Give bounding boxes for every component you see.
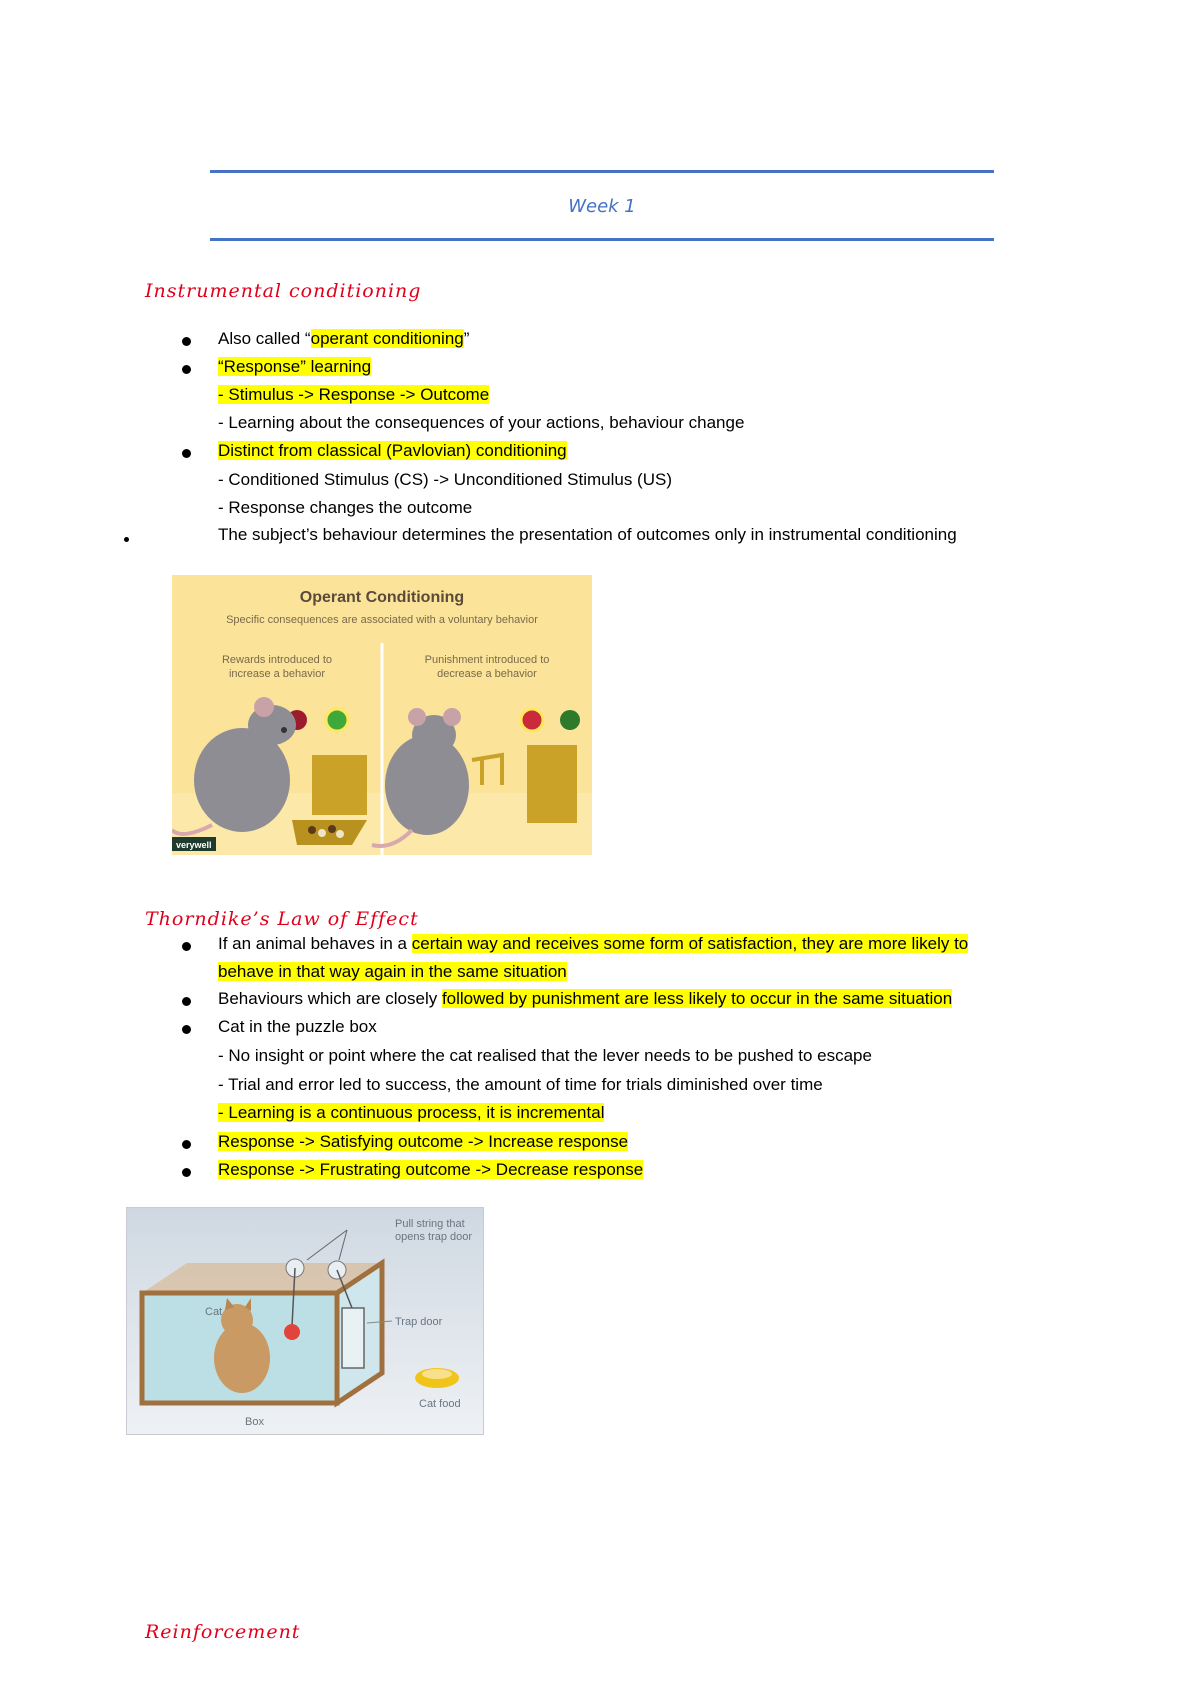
section-heading-thorndike: Thorndike’s Law of Effect bbox=[145, 908, 419, 930]
right-caption-2: decrease a behavior bbox=[437, 668, 537, 680]
list-item: The subject’s behaviour determines the presentation of outcomes only in instrumental conditioning bbox=[218, 525, 957, 544]
header-rule-top bbox=[210, 170, 994, 173]
brand-logo: verywell bbox=[176, 840, 212, 850]
list-subitem: - Stimulus -> Response -> Outcome bbox=[218, 385, 490, 404]
operant-conditioning-illustration bbox=[172, 575, 592, 855]
bullet bbox=[182, 935, 191, 957]
bullet bbox=[182, 442, 191, 464]
bullet bbox=[182, 1133, 191, 1155]
left-caption-1: Rewards introduced to bbox=[221, 654, 333, 666]
list-subitem: - Learning about the consequences of your actions, behaviour change bbox=[218, 413, 745, 432]
list-subitem: - Learning is a continuous process, it is incremental bbox=[218, 1103, 605, 1122]
list-subitem: - Trial and error led to success, the amount of time for trials diminished over time bbox=[218, 1075, 823, 1094]
figure-subtitle: Specific consequences are associated with a voluntary behavior bbox=[226, 614, 538, 626]
bullet bbox=[124, 526, 129, 548]
section-heading-reinforcement: Reinforcement bbox=[145, 1621, 301, 1643]
bullet bbox=[182, 1161, 191, 1183]
right-caption-1: Punishment introduced to bbox=[424, 654, 550, 666]
list-subitem: - No insight or point where the cat realised that the lever needs to be pushed to escape bbox=[218, 1046, 872, 1065]
bullet bbox=[182, 990, 191, 1012]
label-box: Box bbox=[245, 1416, 264, 1428]
label-trap-door: Trap door bbox=[395, 1316, 443, 1328]
figure-title: Operant Conditioning bbox=[299, 589, 465, 606]
list-subitem: - Conditioned Stimulus (CS) -> Unconditioned Stimulus (US) bbox=[218, 470, 672, 489]
list-item: Cat in the puzzle box bbox=[218, 1017, 377, 1036]
label-opens-trap-door: opens trap door bbox=[395, 1231, 473, 1243]
list-item: Also called “operant conditioning” bbox=[218, 329, 470, 348]
list-item: Distinct from classical (Pavlovian) conditioning bbox=[218, 441, 567, 460]
list-item: Response -> Satisfying outcome -> Increase response bbox=[218, 1132, 629, 1151]
section-heading-instrumental: Instrumental conditioning bbox=[145, 280, 422, 302]
label-cat-food: Cat food bbox=[419, 1398, 461, 1410]
puzzle-box-figure bbox=[126, 1207, 484, 1435]
label-cat: Cat bbox=[205, 1306, 223, 1318]
puzzle-box-illustration bbox=[127, 1208, 483, 1434]
list-subitem: - Response changes the outcome bbox=[218, 498, 473, 517]
list-item: If an animal behaves in a certain way and receives some form of satisfaction, they are more likely to bbox=[218, 934, 969, 953]
operant-conditioning-figure bbox=[172, 575, 592, 855]
left-caption-2: increase a behavior bbox=[228, 668, 326, 680]
list-item-continued: behave in that way again in the same situation bbox=[218, 962, 567, 981]
list-item: Behaviours which are closely followed by punishment are less likely to occur in the same situation bbox=[218, 989, 953, 1008]
week-label: Week 1 bbox=[568, 196, 636, 217]
header-rule-bottom bbox=[210, 238, 994, 241]
bullet bbox=[182, 330, 191, 352]
bullet bbox=[182, 358, 191, 380]
list-item: “Response” learning bbox=[218, 357, 372, 376]
label-pull-string: Pull string that bbox=[395, 1218, 465, 1230]
bullet bbox=[182, 1018, 191, 1040]
list-item: Response -> Frustrating outcome -> Decrease response bbox=[218, 1160, 644, 1179]
